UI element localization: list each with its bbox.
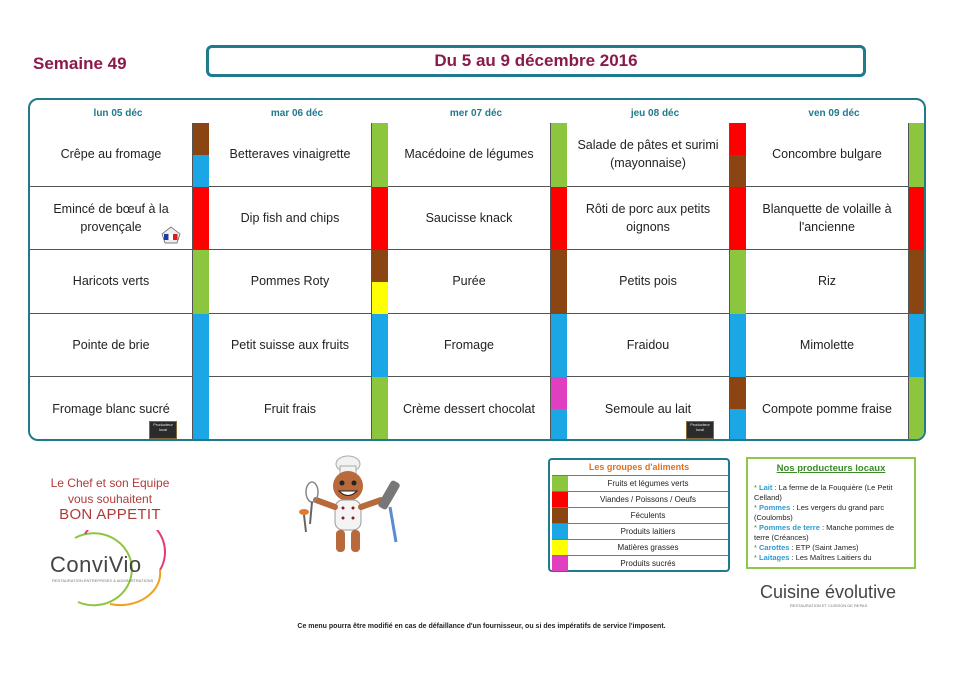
bullet-icon: *	[754, 553, 760, 562]
producer-product: Laitages	[759, 553, 790, 562]
food-group-bar	[730, 123, 746, 155]
producer-name: : Les vergers du grand parc (Coulombs)	[754, 503, 885, 522]
menu-item	[567, 314, 730, 378]
legend-swatch	[552, 524, 568, 539]
day-header: lun 05 déc	[93, 108, 143, 119]
producers-list	[754, 483, 910, 563]
local-producers-box	[746, 457, 916, 569]
legend-swatch	[552, 556, 568, 571]
disclaimer-text: Ce menu pourra être modifié en cas de défaillance d'un fournisseur, ou si des impératifs de service l'imposent.	[297, 623, 666, 630]
chef-line-1: Le Chef et son Equipe	[50, 476, 170, 490]
food-group-bar	[372, 123, 388, 187]
menu-item-text: Rôti de porc aux petits oignons	[585, 201, 711, 234]
legend-swatch	[552, 508, 568, 523]
menu-item-text: Salade de pâtes et surimi (mayonnaise)	[577, 138, 719, 171]
producer-product: Pommes de terre	[759, 523, 820, 532]
food-group-bar	[909, 123, 925, 187]
menu-item-text: Pommes Roty	[250, 274, 330, 289]
menu-item	[209, 123, 372, 187]
menu-item	[746, 187, 909, 251]
menu-item	[567, 187, 730, 251]
menu-item-text: Concombre bulgare	[772, 147, 882, 162]
convivio-tagline: RESTAURATION ENTREPRISES & ADMINISTRATIONS	[52, 578, 154, 583]
bullet-icon: *	[754, 523, 760, 532]
food-group-bar	[730, 155, 746, 187]
day-header: mer 07 déc	[449, 108, 503, 119]
food-group-bar	[551, 123, 567, 187]
producers-title: Nos producteurs locaux	[776, 463, 886, 474]
legend-label: Fruits et légumes verts	[607, 479, 689, 488]
food-group-bar	[372, 314, 388, 378]
chef-message	[30, 475, 190, 523]
legend-label: Produits laitiers	[620, 527, 676, 536]
menu-item	[30, 123, 193, 187]
menu-item-text: Pointe de brie	[72, 338, 150, 353]
food-group-bar	[193, 187, 209, 251]
cuisine-evolutive-logo	[760, 582, 900, 612]
producer-product: Pommes	[759, 503, 791, 512]
menu-item-text: Haricots verts	[72, 274, 150, 289]
producer-product: Lait	[759, 483, 773, 492]
legend-title: Les groupes d'aliments	[588, 462, 690, 472]
producer-item	[754, 543, 910, 553]
menu-item	[746, 250, 909, 314]
day-header: mar 06 déc	[270, 108, 324, 119]
food-group-bar	[193, 155, 209, 187]
food-group-bar	[551, 377, 567, 409]
food-group-bar	[909, 314, 925, 378]
menu-item-text: Petits pois	[619, 274, 677, 289]
menu-item-text: Saucisse knack	[425, 210, 513, 225]
menu-item-text: Purée	[452, 274, 486, 289]
producer-item	[754, 553, 910, 563]
menu-item	[746, 377, 909, 441]
menu-item-text: Mimolette	[799, 338, 855, 353]
french-origin-icon	[161, 226, 181, 244]
producer-name: : La ferme de la Fouquière (Le Petit Celland)	[754, 483, 893, 502]
food-group-bar	[730, 377, 746, 409]
food-group-bar	[730, 250, 746, 314]
menu-item-text: Dip fish and chips	[240, 210, 340, 225]
menu-table	[28, 98, 926, 441]
food-group-bar	[730, 187, 746, 251]
menu-item-text: Crème dessert chocolat	[402, 402, 535, 417]
legend-item	[552, 555, 728, 572]
producer-name: : Les Maîtres Laitiers du	[789, 553, 872, 562]
bullet-icon: *	[754, 483, 760, 492]
legend-swatch	[552, 492, 568, 507]
day-header: jeu 08 déc	[630, 108, 680, 119]
food-group-bar	[551, 409, 567, 441]
bullet-icon: *	[754, 503, 760, 512]
food-group-bar	[909, 250, 925, 314]
menu-item	[209, 187, 372, 251]
food-groups-legend	[548, 458, 730, 572]
legend-label: Féculents	[630, 511, 666, 520]
chef-line-3: BON APPETIT	[59, 506, 161, 523]
food-group-bar	[372, 282, 388, 314]
menu-item	[30, 250, 193, 314]
menu-item	[388, 377, 551, 441]
legend-label: Produits sucrés	[620, 559, 676, 568]
menu-item-text: Petit suisse aux fruits	[230, 338, 350, 353]
producer-name: : ETP (Saint James)	[789, 543, 859, 552]
legend-label: Matières grasses	[617, 543, 679, 552]
convivio-logo	[40, 530, 180, 610]
menu-item-text: Riz	[817, 274, 837, 289]
food-group-bar	[551, 314, 567, 378]
food-group-bar	[730, 409, 746, 441]
chef-line-2: vous souhaitent	[67, 492, 153, 506]
producer-item	[754, 503, 910, 523]
menu-item	[30, 314, 193, 378]
legend-swatch	[552, 476, 568, 491]
food-group-bar	[372, 377, 388, 441]
convivio-wordmark: ConviVio	[50, 552, 142, 577]
menu-item-text: Fraidou	[626, 338, 670, 353]
food-group-bar	[551, 250, 567, 314]
menu-item	[388, 250, 551, 314]
menu-item	[746, 123, 909, 187]
menu-item-text: Compote pomme fraise	[762, 402, 892, 417]
food-group-bar	[193, 314, 209, 378]
menu-item	[746, 314, 909, 378]
menu-item	[388, 314, 551, 378]
menu-item	[209, 377, 372, 441]
menu-item-text: Blanquette de volaille à l'ancienne	[762, 201, 892, 234]
producer-item	[754, 483, 910, 503]
menu-item-text: Crêpe au fromage	[60, 147, 162, 162]
food-group-bar	[193, 123, 209, 155]
date-range-text: Du 5 au 9 décembre 2016	[434, 51, 638, 70]
legend-item	[552, 523, 728, 540]
menu-item-text: Betteraves vinaigrette	[229, 147, 351, 162]
legend-swatch	[552, 540, 568, 555]
cuisine-tagline: RESTAURATION ET CUISSON DE REPAS	[790, 603, 868, 608]
legend-item	[552, 539, 728, 556]
food-group-bar	[193, 377, 209, 441]
producer-name: : Manche pommes de terre (Créances)	[754, 523, 895, 542]
menu-item	[209, 250, 372, 314]
menu-item	[567, 250, 730, 314]
menu-item	[209, 314, 372, 378]
menu-item-text: Semoule au lait	[604, 402, 692, 417]
legend-item	[552, 507, 728, 524]
legend-label: Viandes / Poissons / Oeufs	[600, 495, 696, 504]
menu-item-text: Fromage	[443, 338, 495, 353]
food-group-bar	[372, 250, 388, 282]
menu-item	[388, 123, 551, 187]
food-group-bar	[551, 187, 567, 251]
date-range	[206, 45, 866, 77]
menu-item-text: Fruit frais	[263, 402, 317, 417]
legend-item	[552, 475, 728, 492]
menu-item-text: Fromage blanc sucré	[52, 402, 170, 417]
food-group-bar	[909, 377, 925, 441]
food-group-bar	[193, 250, 209, 314]
menu-item	[567, 123, 730, 187]
producer-product: Carottes	[759, 543, 790, 552]
cuisine-wordmark: Cuisine évolutive	[760, 582, 897, 602]
menu-item-text: Macédoine de légumes	[404, 147, 534, 162]
bullet-icon: *	[754, 543, 760, 552]
chef-mascot-icon	[296, 452, 408, 577]
menu-item	[388, 187, 551, 251]
local-producer-badge: Producteur local	[149, 421, 177, 439]
week-label: Semaine 49	[33, 54, 127, 73]
local-producer-badge: Producteur local	[686, 421, 714, 439]
chef-mascot-illustration	[296, 452, 408, 577]
food-group-bar	[909, 187, 925, 251]
day-header: ven 09 déc	[808, 108, 860, 119]
food-group-bar	[372, 187, 388, 251]
legend-item	[552, 491, 728, 508]
food-group-bar	[730, 314, 746, 378]
menu-item-text: Emincé de bœuf à la provençale	[53, 201, 169, 234]
producer-item	[754, 523, 910, 543]
